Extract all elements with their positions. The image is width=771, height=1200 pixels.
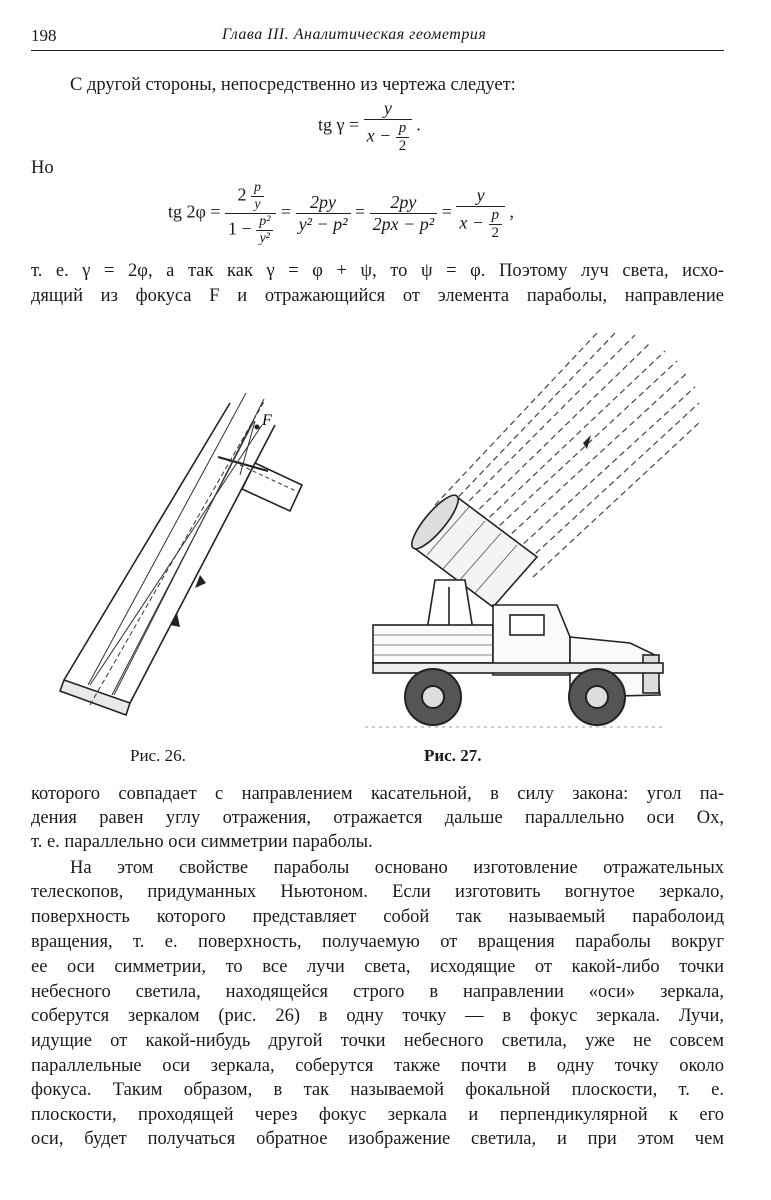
focus-label: F [262, 412, 272, 429]
formula-tg-gamma: tg γ = y x − $\frac{p}{2}$ . [318, 98, 422, 154]
text-line: фокуса. Таким образом, в так называемой фокальной плоскости, т. е. [31, 1080, 724, 1100]
running-title: Глава III. Аналитическая геометрия [222, 26, 487, 43]
truck-wheels [405, 669, 625, 725]
focus-point [255, 425, 260, 430]
text-line: т. е. параллельно оси симметрии параболы. [31, 832, 373, 852]
text-line: С другой стороны, непосредственно из чертежа следует: [70, 75, 516, 95]
text-line: дения равен углу отражения, отражается дальше параллельно оси Ox, [31, 808, 724, 828]
text-line: параллельные оси зеркала, соберутся также почти в одну точку около [31, 1056, 724, 1076]
text-line: которого совпадает с направлением касательной, в силу закона: угол па- [31, 784, 724, 804]
searchlight-mount [427, 580, 473, 630]
figure-27-caption: Рис. 27. [424, 746, 482, 765]
page-number: 198 [31, 26, 57, 45]
text-line: ее оси симметрии, то все лучи света, исходящие от какой-либо точки [31, 957, 724, 977]
text-line: На этом свойстве параболы основано изготовление отражательных [70, 858, 724, 878]
figure-26-caption: Рис. 26. [130, 746, 186, 765]
arrow-icon [195, 575, 206, 588]
figure-26-telescope [50, 385, 310, 730]
text-line: поверхность которого представляет собой так называемый параболоид [31, 907, 724, 927]
text-line: плоскости, проходящей через фокус зеркала и перпендикулярной к его [31, 1105, 724, 1125]
text-line: дящий из фокуса F и отражающийся от элемента параболы, направление [31, 286, 724, 306]
truck-frame [373, 663, 663, 673]
eyepiece-tube [242, 463, 302, 511]
formula-tg-2phi: tg 2φ = 2 $\frac{p}{y}$ 1 − $\frac{\text{p²}}{\text{y²}}$ = $\frac{2py}{\text{y² − p²}}$ = $\frac{2py}{\text{2px − p²}}$ = y x − $\frac{p}{2}$ , [168, 180, 514, 246]
header-rule [31, 50, 724, 51]
searchlight-drum [405, 490, 537, 607]
tube-left-wall [64, 403, 230, 680]
text-line: т. е. γ = 2φ, а так как γ = φ + ψ, то ψ = φ. Поэтому луч света, исхо- [31, 261, 724, 281]
text-line: соберутся зеркалом (рис. 26) в одну точку — в фокус зеркала. Лучи, [31, 1006, 724, 1026]
figure-27-searchlight-truck [365, 325, 705, 735]
text-line: вращения, т. е. поверхность, получаемую от вращения параболы вокруг [31, 932, 724, 952]
text-line: Но [31, 158, 54, 178]
text-line: идущие от какой-нибудь другой точки небесного светила, уже не совсем [31, 1031, 724, 1051]
cab-window [510, 615, 544, 635]
truck-grille [643, 655, 659, 693]
truck-bed [373, 625, 493, 663]
text-line: телескопов, придуманных Ньютоном. Если изготовить вогнутое зеркало, [31, 882, 724, 902]
text-line: небесного светила, находящейся строго в направлении «оси» зеркала, [31, 982, 724, 1002]
reflected-ray [112, 421, 254, 695]
light-ray [88, 393, 246, 685]
text-line: оси, будет получаться обратное изображение светила, и при этом чем [31, 1129, 724, 1149]
